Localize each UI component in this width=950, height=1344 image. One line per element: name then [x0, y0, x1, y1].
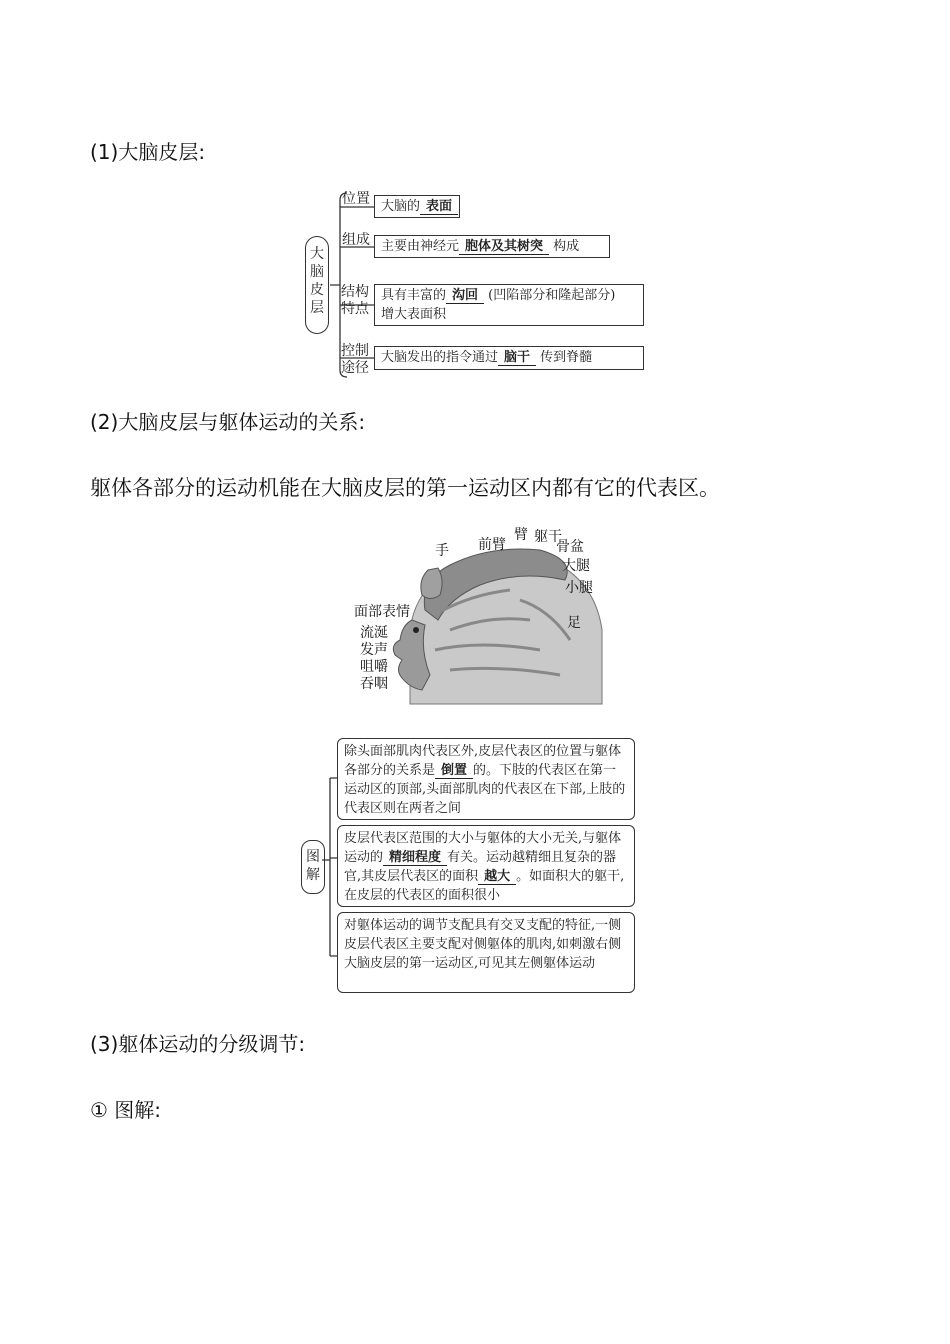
- box-text: 大脑的: [381, 199, 421, 214]
- label-structure: 结构特点: [341, 284, 369, 317]
- cortex-concept-diagram: [0, 0, 950, 400]
- answer-inverted: 倒置: [435, 763, 473, 779]
- box-text: 。如面积大的躯干,在皮层的代表区的面积很小: [344, 869, 625, 903]
- heading-hierarchical-regulation: (3)躯体运动的分级调节:: [90, 1032, 306, 1056]
- label-facial-expression: 面部表情: [354, 604, 410, 620]
- label-trunk: 躯干: [534, 529, 562, 545]
- label-pelvis: 骨盆: [556, 539, 584, 555]
- box-text: 对躯体运动的调节支配具有交叉支配的特征,一侧皮层代表区主要支配对侧躯体的肌肉,如刺激右侧大脑皮层的第一运动区,可见其左侧躯体运动: [344, 918, 622, 971]
- box-text: 具有丰富的: [381, 288, 447, 303]
- box-text: 有关。运动越精细且复杂的器官,其皮层代表区的面积: [344, 850, 617, 884]
- box-text: 构成: [553, 239, 580, 254]
- label-thigh: 大腿: [562, 558, 590, 574]
- box-text: 大脑发出的指令通过: [381, 350, 499, 365]
- answer-precision: 精细程度: [383, 850, 447, 866]
- box-text: 除头面部肌肉代表区外,皮层代表区的位置与躯体各部分的关系是: [344, 744, 622, 778]
- answer-brainstem: 脑干: [498, 350, 536, 366]
- box-text: (凹陷部分和隆起部分): [488, 288, 616, 303]
- label-arm: 臂: [514, 527, 528, 543]
- label-swallowing: 吞咽: [360, 676, 388, 692]
- box-text: 传到脊髓: [540, 350, 593, 365]
- explanation-root-box: [301, 840, 325, 894]
- answer-surface: 表面: [420, 199, 458, 215]
- explanation-box-precision: [337, 825, 635, 907]
- label-forearm: 前臂: [478, 537, 506, 553]
- explanation-box-inverted: [337, 738, 635, 820]
- box-control: [374, 346, 644, 370]
- heading-cerebral-cortex: (1)大脑皮层:: [90, 140, 206, 164]
- label-foot: 足: [567, 615, 581, 631]
- label-composition: 组成: [342, 232, 370, 248]
- root-char: 脑: [310, 264, 324, 280]
- root-char: 层: [310, 300, 324, 316]
- label-salivation: 流涎: [360, 625, 388, 641]
- answer-larger: 越大: [478, 869, 516, 885]
- box-position: [374, 195, 460, 218]
- label-position: 位置: [342, 191, 370, 207]
- box-text: 增大表面积: [381, 307, 447, 322]
- label-control: 控制途径: [341, 343, 369, 376]
- paragraph-representation: 躯体各部分的运动机能在大脑皮层的第一运动区内都有它的代表区。: [90, 476, 720, 500]
- cortex-root-box: [305, 236, 329, 334]
- box-text: 皮层代表区范围的大小与躯体的大小无关,与躯体运动的: [344, 831, 622, 865]
- heading-cortex-movement: (2)大脑皮层与躯体运动的关系:: [90, 410, 366, 434]
- heading-diagram: ① 图解:: [90, 1098, 162, 1122]
- motor-cortex-figure: [340, 520, 620, 710]
- root-char: 大: [310, 246, 324, 262]
- root-char: 皮: [310, 282, 324, 298]
- root-char: 解: [306, 867, 320, 883]
- box-structure: [374, 284, 644, 326]
- label-chewing: 咀嚼: [360, 659, 388, 675]
- label-vocalization: 发声: [360, 642, 388, 658]
- explanation-diagram: [0, 730, 950, 1000]
- root-char: 图: [306, 849, 320, 865]
- cortex-connector-lines: [0, 0, 950, 400]
- answer-gyri: 沟回: [446, 288, 484, 304]
- label-shank: 小腿: [565, 580, 593, 596]
- answer-cell-body: 胞体及其树突: [459, 239, 549, 255]
- label-hand: 手: [435, 543, 449, 559]
- box-composition: [374, 235, 610, 258]
- box-text: 的。下肢的代表区在第一运动区的顶部,头面部肌肉的代表区在下部,上肢的代表区则在两者之间: [344, 763, 626, 816]
- explanation-box-cross-control: [337, 912, 635, 993]
- box-text: 主要由神经元: [381, 239, 460, 254]
